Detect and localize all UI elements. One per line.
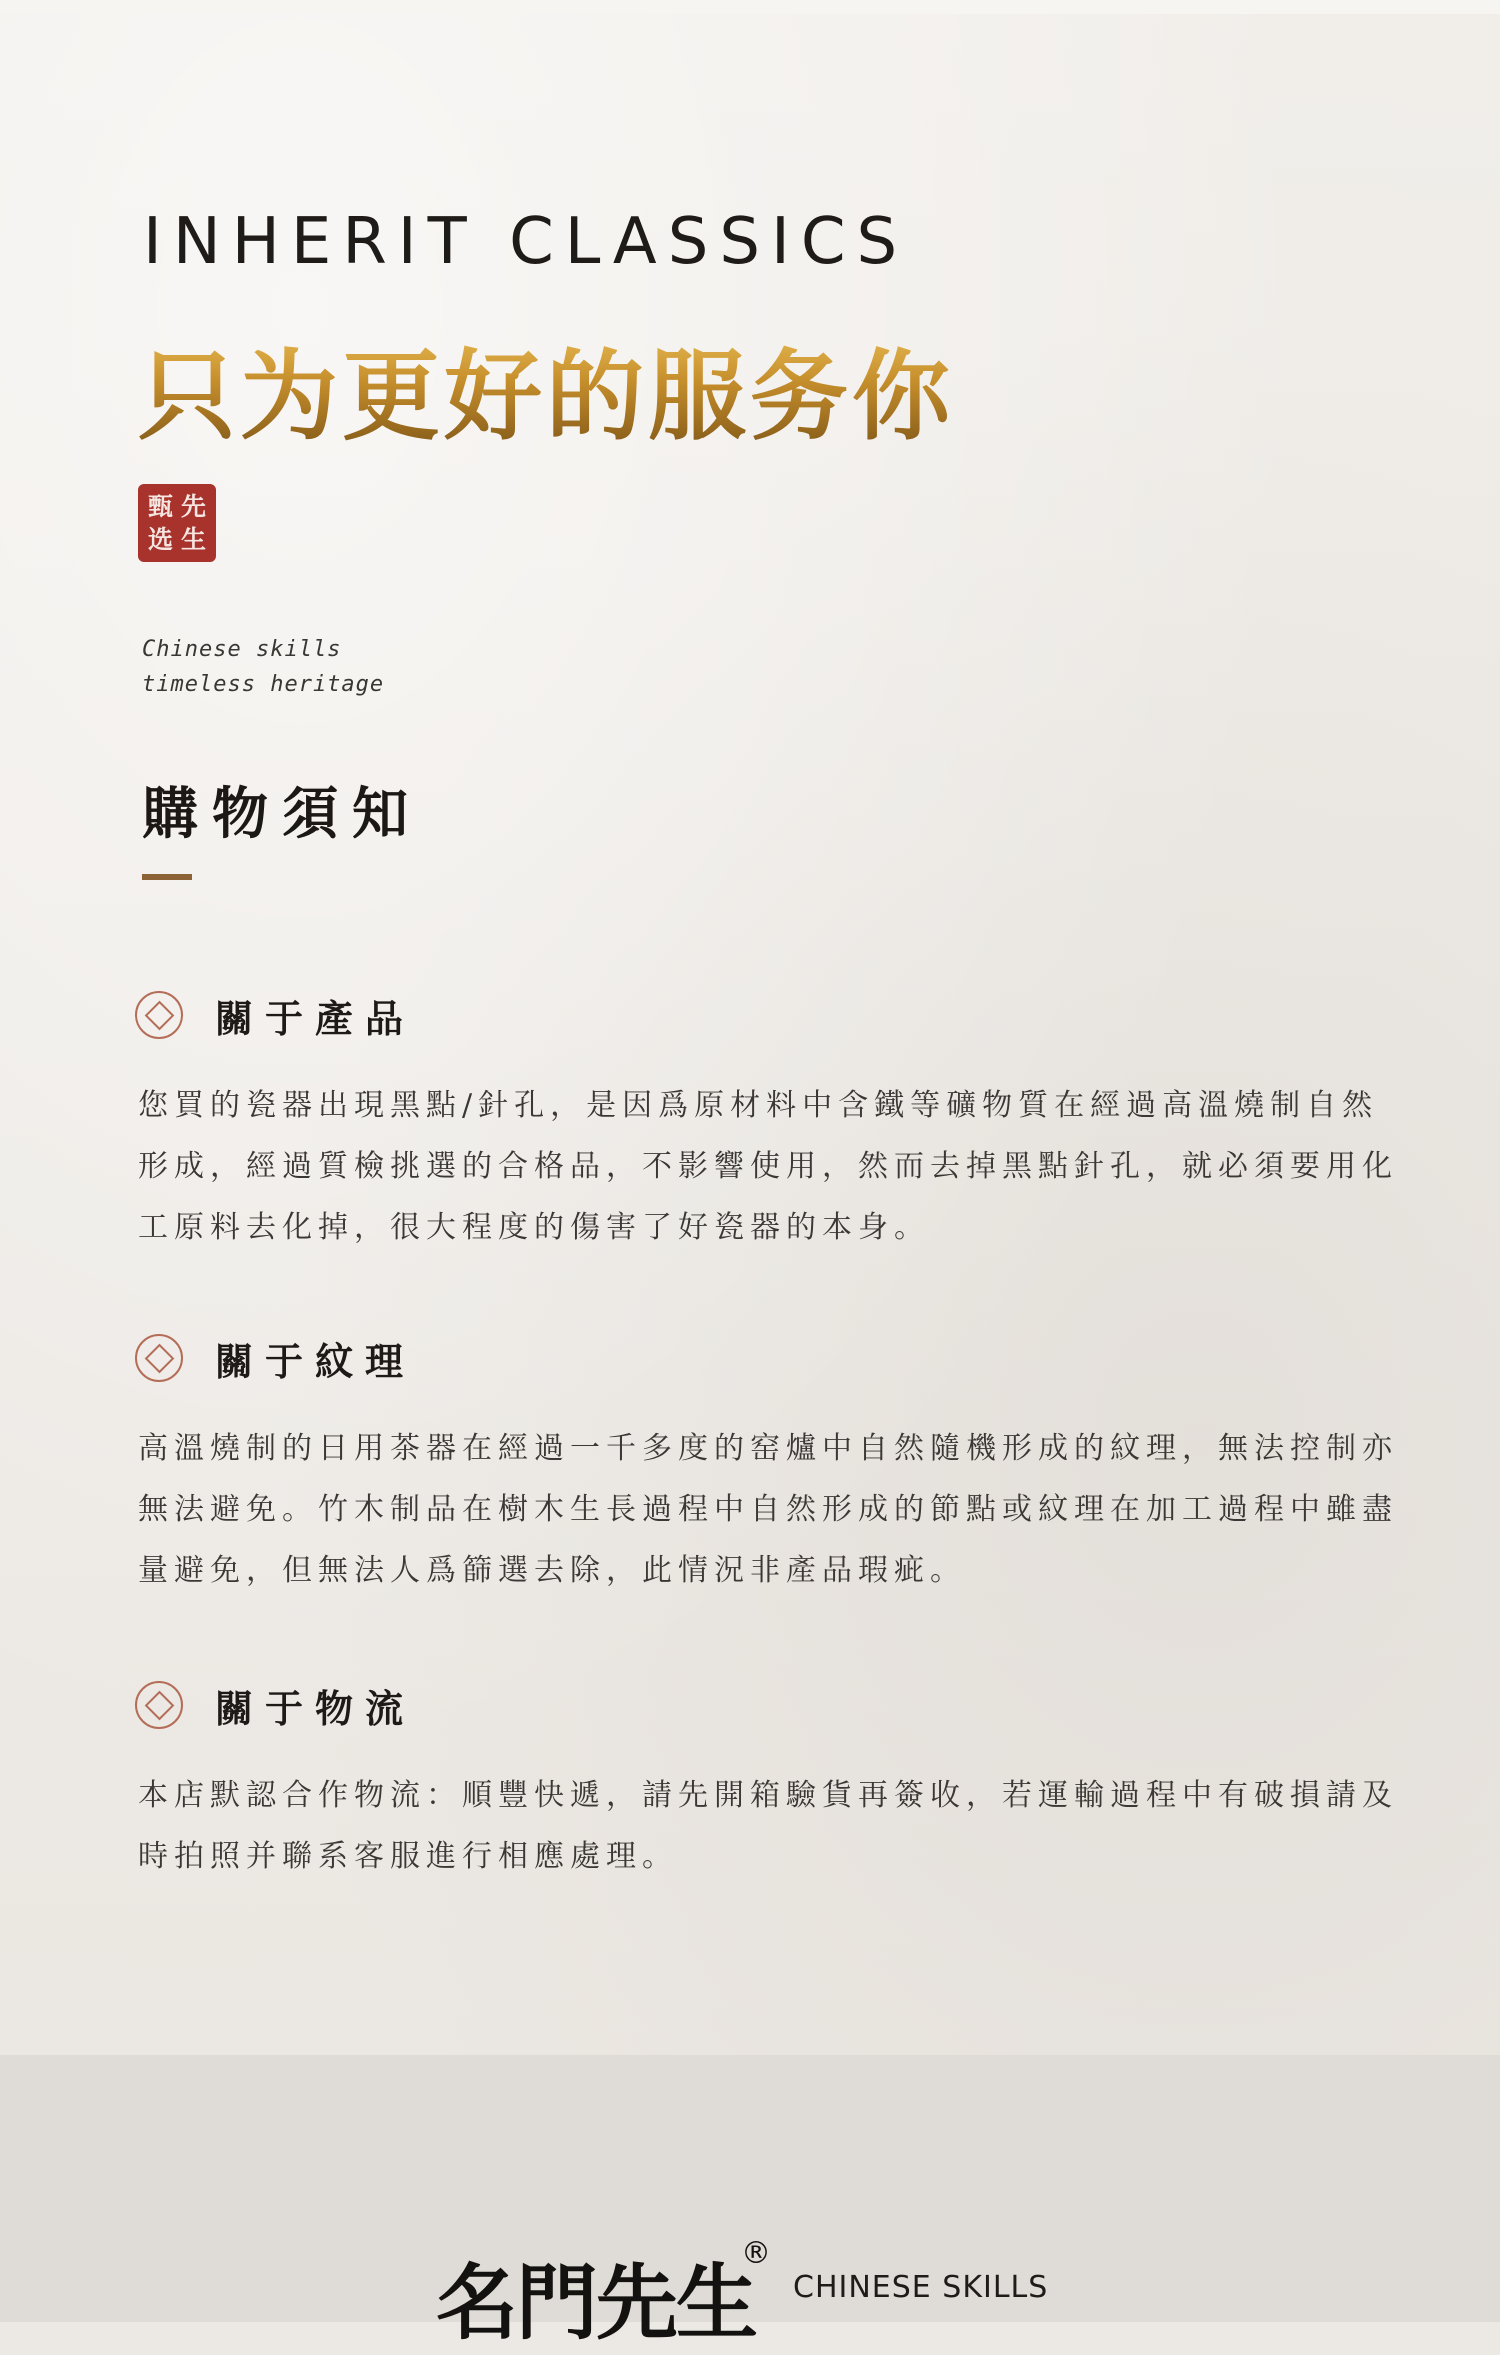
diamond-circle-icon [135,991,183,1039]
item-title: 關于物流 [215,1685,416,1731]
item-body: 本店默認合作物流：順豐快遞，請先開箱驗貨再簽收，若運輸過程中有破損請及時拍照并聯系客服進行相應處理。 [138,1778,1398,1874]
motto-line: Chinese skills [142,637,342,662]
item-header [135,1675,1395,1735]
seal-char: 先 [180,492,206,521]
diamond-circle-icon [135,1334,183,1382]
motto [142,632,384,702]
item-header [135,985,1395,1045]
item-header [135,1328,1395,1388]
top-edge [0,0,1500,14]
item-title: 關于產品 [215,995,416,1041]
seal-stamp [138,484,216,562]
brand-tagline: CHINESE SKILLS [793,2270,1049,2305]
seal-char: 选 [147,525,173,554]
motto-line: timeless heritage [142,672,385,697]
item-body: 您買的瓷器出現黑點/針孔，是因爲原材料中含鐵等礦物質在經過高溫燒制自然形成，經過質檢挑選的合格品，不影響使用，然而去掉黑點針孔，就必須要用化工原料去化掉，很大程度的傷害了好瓷器的本身。 [138,1088,1398,1245]
item-title: 關于紋理 [215,1338,416,1384]
registered-mark: ® [741,2236,771,2271]
eyebrow-heading: INHERIT CLASSICS [143,205,909,279]
notice-item-texture [135,1328,1398,1601]
diamond-circle-icon [135,1681,183,1729]
item-body: 高溫燒制的日用茶器在經過一千多度的窑爐中自然隨機形成的紋理，無法控制亦無法避免。竹木制品在樹木生長過程中自然形成的節點或紋理在加工過程中雖盡量避免，但無法人爲篩選去除，此情況非產品瑕疵。 [138,1431,1398,1588]
seal-char: 甄 [147,492,173,521]
notice-item-logistics [135,1675,1398,1887]
section-title: 購物須知 [142,781,422,847]
brand-logo: 名門先生 [436,2255,757,2351]
title-underline [142,874,192,880]
seal-char: 生 [180,525,206,554]
notice-item-product [135,985,1398,1258]
slogan-heading: 只为更好的服务你 [138,318,954,459]
